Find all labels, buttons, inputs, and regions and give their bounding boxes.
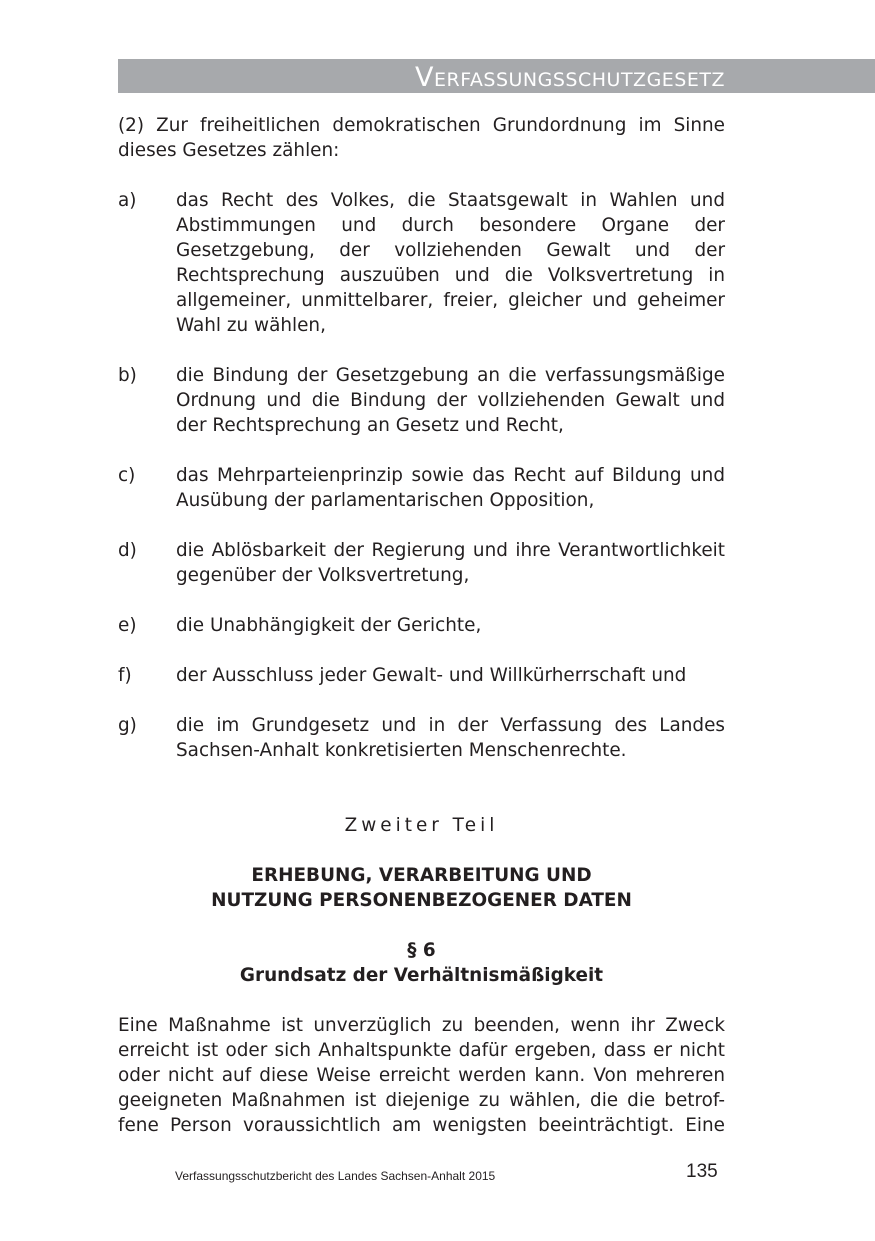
part-heading-line: ERHEBUNG, VERARBEITUNG UND [251, 865, 592, 886]
section-number: § 6 [407, 940, 436, 961]
list-item-label: b) [118, 365, 137, 386]
page-content [118, 113, 725, 1138]
list-item-c [118, 463, 725, 513]
list-item-label: d) [118, 540, 137, 561]
section-title: Grundsatz der Verhältnismäßigkeit [239, 965, 604, 986]
part-label: Zweiter Teil [344, 815, 499, 836]
list-item-label: c) [118, 465, 136, 486]
list-item-text: das Recht des Volkes, die Staatsgewalt in Wahlen und Abstimmungen und durch besondere Organe der Gesetzgebung, der vollziehenden Gewalt und der Rechtsprechung auszuüben und die Volksvertretung in allgemeiner, unmittelbarer, freier, gleicher und geheimer Wahl zu wählen, [176, 190, 725, 336]
body-line: Eine Maßnahme ist unverzüglich zu beenden, wenn ihr Zweck [118, 1015, 725, 1036]
part-heading-line: NUTZUNG PERSONENBEZOGENER DATEN [211, 890, 632, 911]
list-item-label: e) [118, 615, 137, 636]
list-item-text: die Bindung der Gesetzgebung an die verfassungsmäßige Ordnung und die Bindung der vollziehenden Gewalt und der Rechtsprechung an Gesetz und Recht, [176, 365, 725, 436]
list-item-text: das Mehrparteienprinzip sowie das Recht auf Bildung und Ausübung der parlamentarischen Opposition, [176, 465, 725, 511]
body-line: erreicht ist oder sich Anhaltspunkte dafür ergeben, dass er nicht [118, 1040, 725, 1061]
body-line: geeigneten Maßnahmen ist diejenige zu wählen, die die betrof- [118, 1090, 725, 1111]
intro-line: dieses Gesetzes zählen: [118, 140, 340, 161]
list-item-d [118, 538, 725, 588]
list-item-b [118, 363, 725, 438]
list-item-a [118, 188, 725, 338]
running-header-title: Verfassungsschutzgesetz [415, 62, 725, 93]
list-item-text: die Ablösbarkeit der Regierung und ihre Verantwortlichkeit gegenüber der Volksvertretung, [176, 540, 725, 586]
body-line: fene Person voraussichtlich am wenigsten beeinträchtigt. Eine [118, 1115, 725, 1136]
list-item-text: die im Grundgesetz und in der Verfassung des Landes Sachsen-Anhalt konkretisierten Menschenrechte. [176, 715, 725, 761]
list-item-g [118, 713, 725, 763]
body-line: oder nicht auf diese Weise erreicht werden kann. Von mehreren [118, 1065, 725, 1086]
list-item-f [118, 663, 725, 688]
part-heading [118, 863, 725, 913]
list-item-e [118, 613, 725, 638]
footer-text: Verfassungsschutzbericht des Landes Sachsen-Anhalt 2015 [175, 1169, 496, 1183]
page-number: 135 [686, 1161, 718, 1182]
body-paragraph [118, 1013, 725, 1138]
intro-paragraph [118, 113, 725, 163]
header-bar [118, 59, 875, 93]
list-item-label: f) [118, 665, 132, 686]
intro-line: (2) Zur freiheitlichen demokratischen Grundordnung im Sinne [118, 115, 725, 136]
list-item-label: a) [118, 190, 137, 211]
list-item-text: die Unabhängigkeit der Gerichte, [176, 615, 482, 636]
list-item-label: g) [118, 715, 137, 736]
list-item-text: der Ausschluss jeder Gewalt- und Willkürherrschaft und [176, 665, 687, 686]
